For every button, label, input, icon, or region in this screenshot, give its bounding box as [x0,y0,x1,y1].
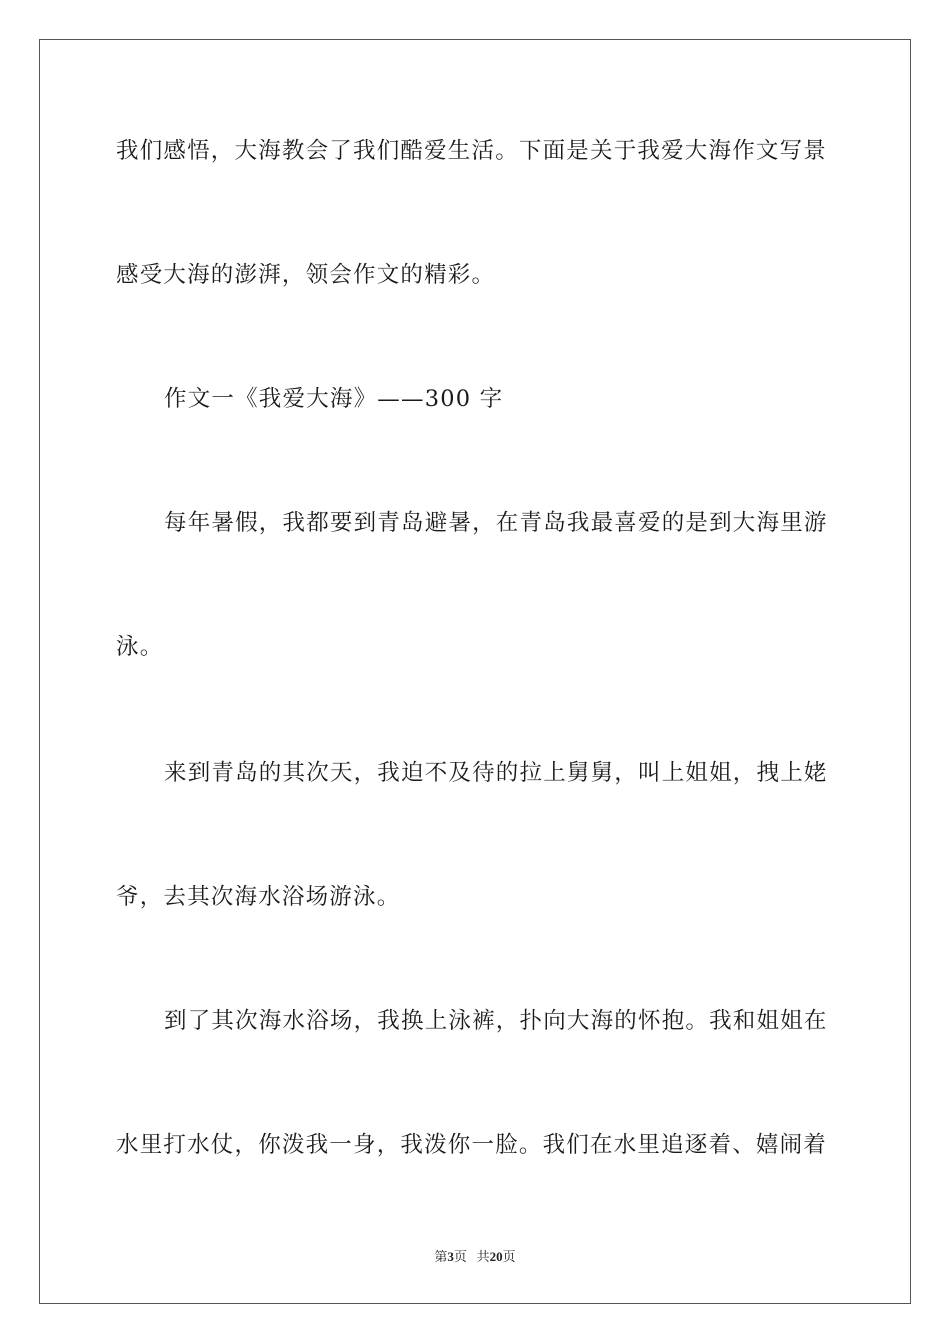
text-line-6: 来到青岛的其次天，我迫不及待的拉上舅舅，叫上姐姐，拽上姥 [164,760,828,786]
text-line-8: 到了其次海水浴场，我换上泳裤，扑向大海的怀抱。我和姐姐在 [164,1008,828,1034]
footer-page-unit: 页 [453,1249,467,1264]
footer-total-unit: 页 [502,1249,516,1264]
text-line-5: 泳。 [116,634,164,660]
footer-total-prefix: 共 [476,1249,490,1264]
total-pages-number: 20 [489,1249,503,1264]
text-line-9: 水里打水仗，你泼我一身，我泼你一脸。我们在水里追逐着、嬉闹着 [116,1132,828,1158]
current-page-number: 3 [447,1249,454,1264]
essay-heading: 作文一《我爱大海》——300 字 [164,386,504,412]
page-border [39,39,911,1304]
page-footer [0,1248,950,1266]
text-line-1: 我们感悟，大海教会了我们酷爱生活。下面是关于我爱大海作文写景 [116,138,828,164]
text-line-2: 感受大海的澎湃，领会作文的精彩。 [116,262,496,288]
text-line-4: 每年暑假，我都要到青岛避暑，在青岛我最喜爱的是到大海里游 [164,510,828,536]
footer-prefix: 第 [434,1249,448,1264]
text-line-7: 爷，去其次海水浴场游泳。 [116,884,401,910]
